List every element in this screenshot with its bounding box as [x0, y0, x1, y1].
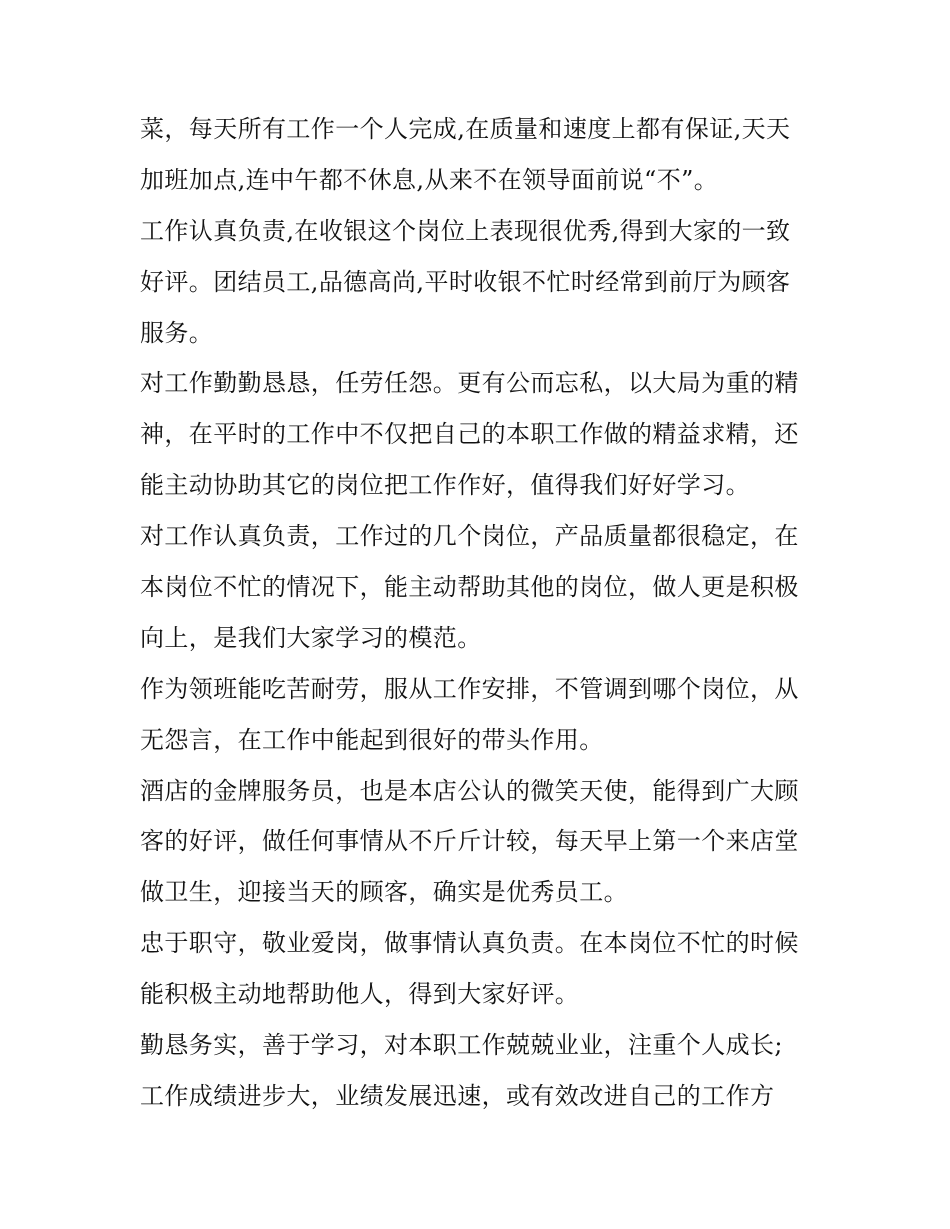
text-line: 忠于职守，敬业爱岗，做事情认真负责。在本岗位不忙的时候	[140, 929, 799, 958]
text-line: 好评。团结员工,品德高尚,平时收银不忙时经常到前厅为顾客	[140, 267, 791, 296]
text-line: 能积极主动地帮助他人，得到大家好评。	[140, 980, 580, 1009]
text-line: 能主动协助其它的岗位把工作作好，值得我们好好学习。	[140, 471, 750, 500]
text-line: 向上，是我们大家学习的模范。	[140, 623, 482, 652]
text-line: 酒店的金牌服务员，也是本店公认的微笑天使，能得到广大顾	[140, 776, 799, 805]
text-line: 神，在平时的工作中不仅把自己的本职工作做的精益求精，还	[140, 420, 799, 449]
text-line: 作为领班能吃苦耐劳，服从工作安排，不管调到哪个岗位，从	[140, 674, 799, 703]
text-line: 工作成绩进步大，业绩发展迅速，或有效改进自己的工作方	[140, 1081, 775, 1110]
text-line: 对工作勤勤恳恳，任劳任怨。更有公而忘私，以大局为重的精	[140, 369, 799, 398]
text-line: 菜，每天所有工作一个人完成,在质量和速度上都有保证,天天	[140, 115, 791, 143]
text-line: 客的好评，做任何事情从不斤斤计较，每天早上第一个来店堂	[140, 827, 799, 856]
text-line: 做卫生，迎接当天的顾客，确实是优秀员工。	[140, 878, 628, 907]
text-line: 加班加点,连中午都不休息,从来不在领导面前说“不”。	[140, 165, 719, 194]
text-line: 无怨言，在工作中能起到很好的带头作用。	[140, 725, 604, 754]
text-line: 本岗位不忙的情况下，能主动帮助其他的岗位，做人更是积极	[140, 573, 799, 602]
text-line: 服务。	[140, 318, 214, 347]
text-line: 工作认真负责,在收银这个岗位上表现很优秀,得到大家的一致	[140, 216, 791, 245]
text-line: 对工作认真负责，工作过的几个岗位，产品质量都很稳定，在	[140, 522, 799, 551]
text-line: 勤恳务实，善于学习，对本职工作兢兢业业，注重个人成长;	[140, 1031, 783, 1060]
document-body	[140, 104, 820, 1122]
